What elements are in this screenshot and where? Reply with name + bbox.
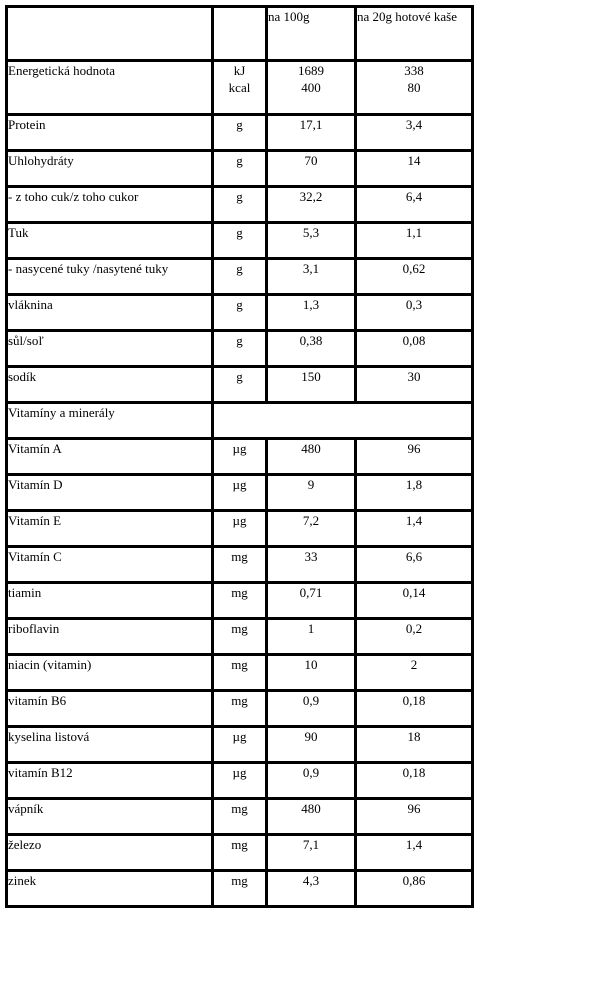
nutrient-unit: g (213, 223, 267, 259)
energy-unit-kj: kJ (233, 63, 246, 78)
nutrient-unit: mg (213, 691, 267, 727)
nutrient-unit: µg (213, 475, 267, 511)
nutrient-row (7, 511, 473, 547)
nutrient-unit: mg (213, 871, 267, 907)
nutrient-per20: 0,86 (356, 871, 473, 907)
nutrient-per100: 5,3 (267, 223, 356, 259)
nutrient-name: vápník (7, 799, 213, 835)
nutrient-per100: 1,3 (267, 295, 356, 331)
nutrient-unit: mg (213, 655, 267, 691)
nutrient-row (7, 151, 473, 187)
section-label: Vitamíny a minerály (7, 403, 213, 439)
nutrient-unit: mg (213, 583, 267, 619)
nutrient-per100: 7,2 (267, 511, 356, 547)
nutrient-name: železo (7, 835, 213, 871)
header-per20-cell: na 20g hotové kaše (356, 7, 473, 61)
nutrient-per100: 150 (267, 367, 356, 403)
energy-unit-cell (213, 61, 267, 115)
nutrient-row (7, 187, 473, 223)
energy-row (7, 61, 473, 115)
nutrient-per20: 1,4 (356, 511, 473, 547)
nutrient-per20: 14 (356, 151, 473, 187)
nutrient-per20: 1,4 (356, 835, 473, 871)
energy-per100-kcal: 400 (301, 80, 321, 95)
section-row-vitamins (7, 403, 473, 439)
nutrient-name: Vitamín C (7, 547, 213, 583)
nutrient-name: - nasycené tuky /nasytené tuky (7, 259, 213, 295)
nutrient-per100: 7,1 (267, 835, 356, 871)
nutrient-per20: 0,18 (356, 763, 473, 799)
nutrient-name: Tuk (7, 223, 213, 259)
nutrient-per20: 1,1 (356, 223, 473, 259)
nutrient-row (7, 331, 473, 367)
header-per100-cell: na 100g (267, 7, 356, 61)
nutrient-per20: 0,08 (356, 331, 473, 367)
nutrient-name: Uhlohydráty (7, 151, 213, 187)
nutrient-per20: 0,2 (356, 619, 473, 655)
nutrient-row (7, 259, 473, 295)
nutrient-unit: µg (213, 511, 267, 547)
nutrient-per20: 96 (356, 799, 473, 835)
energy-per20-kcal: 80 (407, 80, 421, 95)
nutrient-per20: 6,4 (356, 187, 473, 223)
nutrient-name: kyselina listová (7, 727, 213, 763)
nutrient-unit: g (213, 367, 267, 403)
nutrient-name: tiamin (7, 583, 213, 619)
energy-per20-cell (356, 61, 473, 115)
nutrient-unit: mg (213, 619, 267, 655)
nutrient-unit: g (213, 187, 267, 223)
nutrient-row (7, 223, 473, 259)
nutrient-per20: 0,18 (356, 691, 473, 727)
nutrient-per20: 0,3 (356, 295, 473, 331)
nutrient-name: vitamín B12 (7, 763, 213, 799)
header-unit-cell (213, 7, 267, 61)
energy-per100-cell (267, 61, 356, 115)
nutrient-name: Vitamín A (7, 439, 213, 475)
nutrient-row (7, 367, 473, 403)
nutrient-name: zinek (7, 871, 213, 907)
nutrient-unit: µg (213, 727, 267, 763)
nutrient-row (7, 115, 473, 151)
nutrient-per20: 30 (356, 367, 473, 403)
nutrient-per100: 0,9 (267, 691, 356, 727)
nutrient-unit: g (213, 295, 267, 331)
nutrient-unit: g (213, 331, 267, 367)
nutrient-name: - z toho cuk/z toho cukor (7, 187, 213, 223)
nutrient-per20: 0,14 (356, 583, 473, 619)
nutrient-name: sodík (7, 367, 213, 403)
nutrient-row (7, 619, 473, 655)
energy-unit-kcal: kcal (228, 80, 251, 95)
nutrient-per20: 3,4 (356, 115, 473, 151)
nutrient-per100: 3,1 (267, 259, 356, 295)
nutrient-per20: 96 (356, 439, 473, 475)
nutrient-unit: mg (213, 547, 267, 583)
nutrient-row (7, 475, 473, 511)
nutrient-per20: 0,62 (356, 259, 473, 295)
nutrient-row (7, 439, 473, 475)
nutrient-per100: 0,38 (267, 331, 356, 367)
nutrient-row (7, 727, 473, 763)
nutrient-name: vláknina (7, 295, 213, 331)
nutrition-table-body (7, 7, 473, 907)
section-empty-cell (213, 403, 473, 439)
nutrient-per20: 18 (356, 727, 473, 763)
nutrient-row (7, 295, 473, 331)
nutrient-per100: 32,2 (267, 187, 356, 223)
nutrient-unit: mg (213, 799, 267, 835)
nutrient-name: riboflavin (7, 619, 213, 655)
header-name-cell (7, 7, 213, 61)
nutrient-per100: 10 (267, 655, 356, 691)
nutrient-per20: 1,8 (356, 475, 473, 511)
nutrient-row (7, 655, 473, 691)
nutrient-per100: 33 (267, 547, 356, 583)
nutrient-per100: 0,71 (267, 583, 356, 619)
nutrient-unit: g (213, 115, 267, 151)
nutrient-row (7, 547, 473, 583)
nutrient-row (7, 763, 473, 799)
nutrient-per100: 4,3 (267, 871, 356, 907)
nutrient-per100: 70 (267, 151, 356, 187)
nutrient-unit: g (213, 259, 267, 295)
nutrient-per100: 9 (267, 475, 356, 511)
nutrient-name: vitamín B6 (7, 691, 213, 727)
nutrient-name: Vitamín E (7, 511, 213, 547)
energy-per100-kj: 1689 (298, 63, 324, 78)
nutrient-per100: 0,9 (267, 763, 356, 799)
nutrition-table (5, 5, 474, 908)
nutrient-unit: mg (213, 835, 267, 871)
nutrient-name: Vitamín D (7, 475, 213, 511)
nutrient-name: sůl/soľ (7, 331, 213, 367)
nutrient-row (7, 691, 473, 727)
nutrient-per20: 6,6 (356, 547, 473, 583)
nutrient-per100: 480 (267, 439, 356, 475)
energy-label: Energetická hodnota (7, 61, 213, 115)
nutrient-per100: 1 (267, 619, 356, 655)
nutrient-row (7, 799, 473, 835)
nutrient-per100: 480 (267, 799, 356, 835)
nutrient-row (7, 835, 473, 871)
nutrient-unit: g (213, 151, 267, 187)
nutrient-unit: µg (213, 763, 267, 799)
nutrient-row (7, 583, 473, 619)
nutrient-per20: 2 (356, 655, 473, 691)
energy-per20-kj: 338 (404, 63, 424, 78)
nutrient-unit: µg (213, 439, 267, 475)
nutrient-per100: 17,1 (267, 115, 356, 151)
nutrient-row (7, 871, 473, 907)
nutrient-name: niacin (vitamin) (7, 655, 213, 691)
nutrient-name: Protein (7, 115, 213, 151)
nutrient-per100: 90 (267, 727, 356, 763)
header-row (7, 7, 473, 61)
